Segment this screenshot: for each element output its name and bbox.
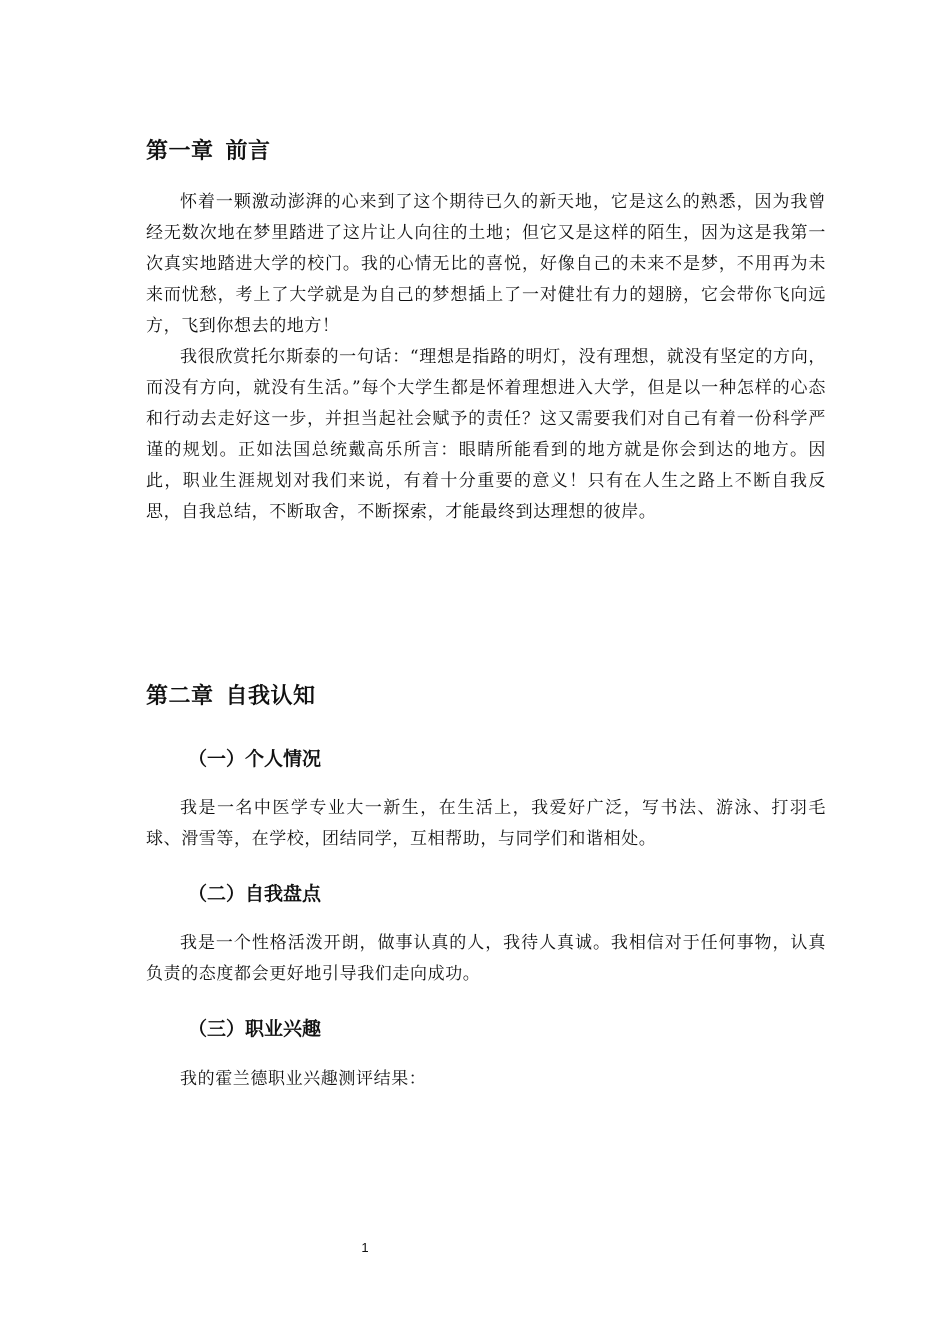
section-self-text: 我是一个性格活泼开朗，做事认真的人，我待人真诚。我相信对于任何事物，认真负责的态度都会更好地引导我们走向成功。 (146, 933, 826, 984)
chapter-1-number: 第一章 (146, 139, 214, 164)
chapter-2-heading (146, 682, 826, 712)
section-self-title: （二）自我盘点 (188, 883, 322, 905)
preface-paragraph-2: 我很欣赏托尔斯泰的一句话：“理想是指路的明灯，没有理想，就没有坚定的方向，而没有方向，就没有生活。”每个大学生都是怀着理想进入大学，但是以一种怎样的心态和行动去走好这一步，并担当起社会赋予的责任？这又需要我们对自己有着一份科学严谨的规划。正如法国总统戴高乐所言：眼睛所能看到的地方就是你会到达的地方。因此，职业生涯规划对我们来说，有着十分重要的意义！只有在人生之路上不断自我反思，自我总结，不断取舍，不断探索，才能最终到达理想的彼岸。 (146, 347, 826, 522)
chapter-2-title: 自我认知 (225, 684, 316, 709)
preface-paragraph-1: 怀着一颗激动澎湃的心来到了这个期待已久的新天地，它是这么的熟悉，因为我曾经无数次地在梦里踏进了这片让人向往的土地；但它又是这样的陌生，因为这是我第一次真实地踏进大学的校门。我的心情无比的喜悦，好像自己的未来不是梦，不用再为未来而忧愁，考上了大学就是为自己的梦想插上了一对健壮有力的翅膀，它会带你飞向远方，飞到你想去的地方！ (146, 192, 826, 336)
section-personal-text: 我是一名中医学专业大一新生，在生活上，我爱好广泛，写书法、游泳、打羽毛球、滑雪等，在学校，团结同学，互相帮助，与同学们和谐相处。 (146, 798, 826, 849)
section-interest-heading (146, 1015, 826, 1043)
chapter-1-title: 前言 (225, 139, 271, 164)
chapter-1-heading (146, 137, 826, 167)
chapter-1-body (146, 187, 826, 528)
section-self-body (146, 928, 826, 990)
section-interest-text: 我的霍兰德职业兴趣测评结果： (180, 1069, 427, 1089)
page-number: 1 (361, 1240, 369, 1255)
section-self-heading (146, 880, 826, 908)
section-personal-title: （一）个人情况 (188, 748, 322, 770)
section-personal-heading (146, 745, 826, 773)
section-personal-body (146, 793, 826, 855)
section-interest-title: （三）职业兴趣 (188, 1018, 322, 1040)
chapter-2-number: 第二章 (146, 684, 214, 709)
section-interest-body (146, 1064, 826, 1095)
